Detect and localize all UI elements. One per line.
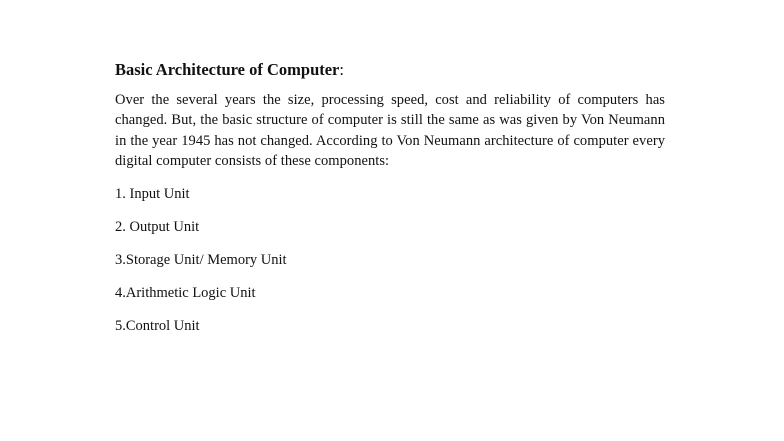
document-page bbox=[115, 60, 665, 349]
document-title bbox=[115, 60, 665, 80]
components-list bbox=[115, 184, 665, 336]
component-control-unit: 5.Control Unit bbox=[115, 317, 200, 334]
component-arithmetic-logic-unit: 4.Arithmetic Logic Unit bbox=[115, 284, 256, 301]
intro-paragraph: Over the several years the size, processing speed, cost and reliability of computers has changed. But, the basic structure of computer is still the same as was given by Von Neumann in the year 1945 has not changed. According to Von Neumann architecture of computer every digital computer consists of these components: bbox=[115, 91, 665, 170]
component-input-unit: 1. Input Unit bbox=[115, 185, 190, 202]
component-storage-unit: 3.Storage Unit/ Memory Unit bbox=[115, 251, 287, 268]
document-title-text: Basic Architecture of Computer bbox=[115, 60, 340, 79]
component-output-unit: 2. Output Unit bbox=[115, 218, 200, 235]
document-title-colon: : bbox=[339, 60, 344, 79]
